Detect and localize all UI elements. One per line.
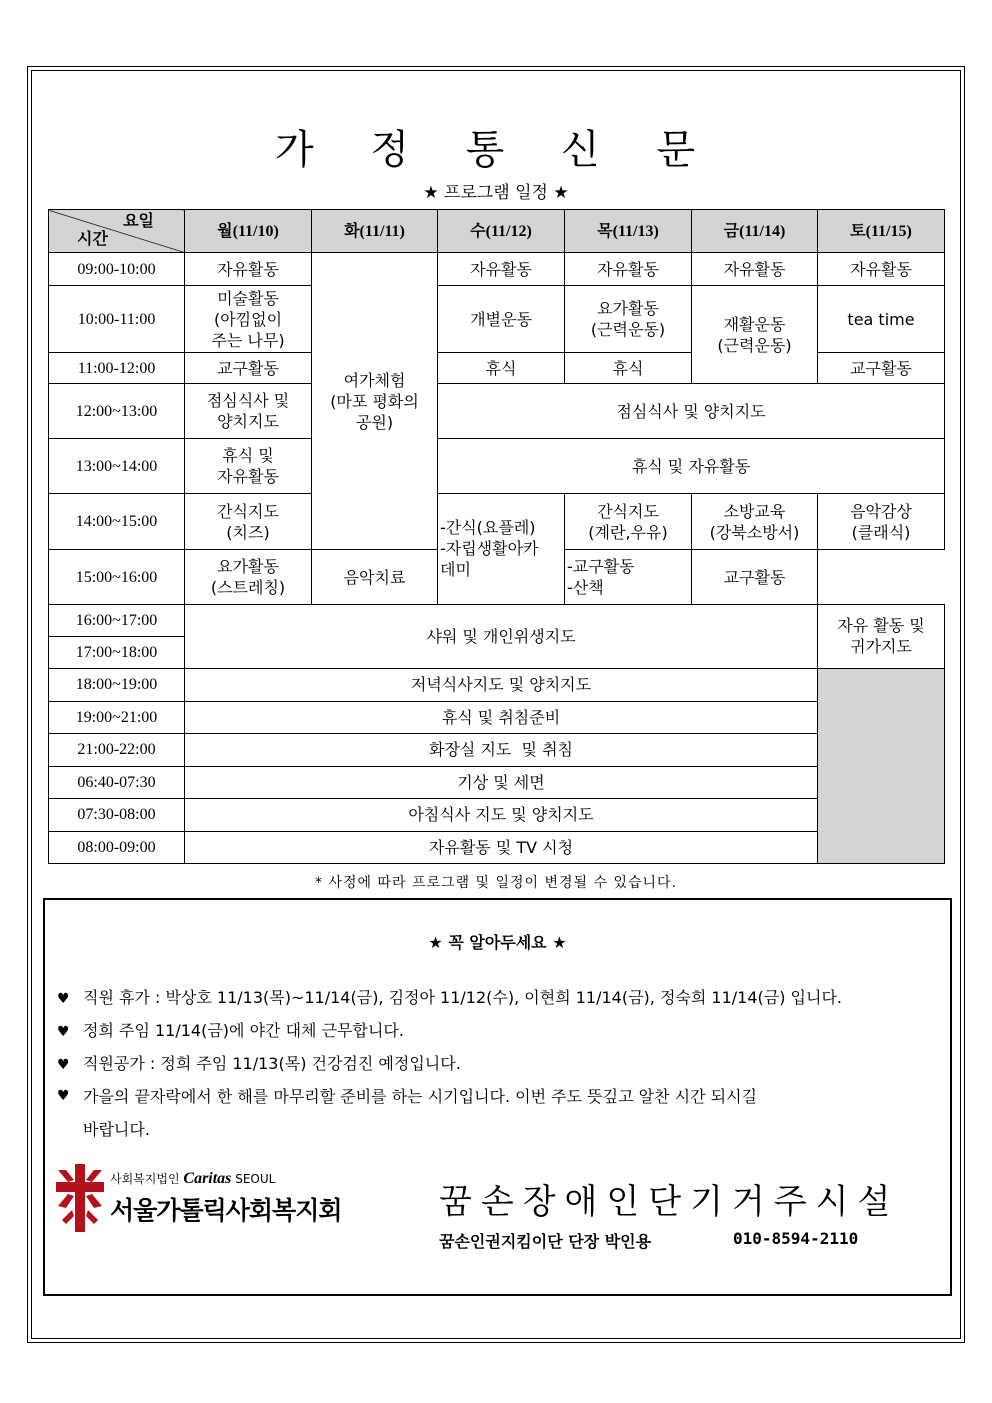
time-cell: 06:40-07:30 (49, 766, 185, 798)
schedule-cell: 휴식 및 자유활동 (185, 439, 312, 494)
schedule-cell: 음악감상 (클래식) (818, 494, 945, 550)
schedule-cell-merged: 휴식 및 취침준비 (185, 701, 818, 733)
schedule-cell-merged: 여가체험 (마포 평화의 공원) (312, 253, 438, 550)
schedule-cell-merged: 휴식 및 자유활동 (438, 439, 945, 494)
schedule-cell: 소방교육 (강북소방서) (692, 494, 818, 550)
shaded-cell (818, 668, 945, 863)
logo-name: 서울가톨릭사회복지회 (110, 1196, 342, 1225)
corner-time-label: 시간 (77, 231, 108, 249)
logo-sub-suffix: SEOUL (235, 1172, 276, 1186)
day-header: 수(11/12) (438, 210, 565, 253)
table-row (49, 384, 945, 439)
heart-icon: ♥ (57, 1024, 70, 1040)
schedule-cell: 휴식 (438, 353, 565, 384)
schedule-cell-merged: 샤워 및 개인위생지도 (185, 604, 818, 668)
heart-icon: ♥ (57, 1088, 70, 1104)
table-row (49, 831, 945, 863)
schedule-cell: 자유활동 (185, 253, 312, 286)
table-row (49, 733, 945, 766)
schedule-cell: -교구활동 -산책 (565, 550, 692, 604)
heart-icon: ♥ (57, 1057, 70, 1073)
schedule-note: * 사정에 따라 프로그램 및 일정이 변경될 수 있습니다. (314, 875, 678, 891)
schedule-cell-merged: 점심식사 및 양치지도 (438, 384, 945, 439)
table-row (49, 253, 945, 286)
table-row (49, 439, 945, 494)
schedule-subtitle: ★ 프로그램 일정 ★ (423, 183, 569, 203)
day-header: 금(11/14) (692, 210, 818, 253)
page-title: 가 정 통 신 문 (274, 127, 718, 173)
schedule-cell-merged: 저녁식사지도 및 양치지도 (185, 668, 818, 701)
schedule-cell: 교구활동 (818, 353, 945, 384)
notice-item (57, 981, 842, 1016)
corner-cell (49, 210, 185, 253)
phone-number: 010-8594-2110 (733, 1229, 859, 1248)
schedule-cell: 교구활동 (692, 550, 818, 604)
schedule-cell: 자유활동 (692, 253, 818, 286)
notice-item (57, 1080, 917, 1146)
notice-item-text: 정희 주임 11/14(금)에 야간 대체 근무합니다. (83, 1021, 404, 1040)
schedule-cell: 재활운동 (근력운동) (692, 286, 818, 384)
notice-title: ★ 꼭 알아두세요 ★ (428, 933, 567, 952)
notice-item (57, 1014, 404, 1049)
table-row (49, 604, 945, 636)
schedule-cell: 휴식 (565, 353, 692, 384)
header-row (49, 210, 945, 253)
day-header: 목(11/13) (565, 210, 692, 253)
notice-item (57, 1047, 461, 1082)
day-header: 화(11/11) (312, 210, 438, 253)
table-row (49, 286, 945, 353)
time-cell: 21:00-22:00 (49, 733, 185, 766)
schedule-cell: 요가활동 (스트레칭) (185, 550, 312, 604)
schedule-cell: 미술활동 (아낌없이 주는 나무) (185, 286, 312, 353)
time-cell: 10:00-11:00 (49, 286, 185, 353)
schedule-table (48, 209, 945, 864)
schedule-cell: 자유 활동 및 귀가지도 (818, 604, 945, 668)
notice-box (43, 898, 952, 1296)
schedule-cell: 자유활동 (438, 253, 565, 286)
caritas-cross-icon (54, 1162, 106, 1234)
day-header: 월(11/10) (185, 210, 312, 253)
time-cell: 11:00-12:00 (49, 353, 185, 384)
schedule-cell: tea time (818, 286, 945, 353)
schedule-cell: 간식지도 (계란,우유) (565, 494, 692, 550)
schedule-cell-merged: 기상 및 세면 (185, 766, 818, 798)
time-cell: 08:00-09:00 (49, 831, 185, 863)
facility-name: 꿈손장애인단기거주시설 (439, 1182, 900, 1222)
schedule-cell: 자유활동 (565, 253, 692, 286)
schedule-cell-merged: 아침식사 지도 및 양치지도 (185, 798, 818, 831)
signature: 꿈손인권지킴이단 단장 박인용 (439, 1232, 652, 1251)
schedule-cell: -간식(요플레) -자립생활아카 데미 (438, 494, 565, 604)
schedule-cell: 요가활동 (근력운동) (565, 286, 692, 353)
notice-item-text: 직원 휴가 : 박상호 11/13(목)~11/14(금), 김정아 11/12(수), 이현희 11/14(금), 정숙희 11/14(금) 입니다. (83, 988, 842, 1007)
logo-subtitle (110, 1170, 275, 1188)
notice-item-text: 가을의 끝자락에서 한 해를 마무리할 준비를 하는 시기입니다. 이번 주도 뜻깊고 알찬 시간 되시길 바랍니다. (83, 1087, 757, 1139)
table-row (49, 668, 945, 701)
logo-sub-prefix: 사회복지법인 (110, 1172, 180, 1186)
time-cell: 09:00-10:00 (49, 253, 185, 286)
schedule-cell: 음악치료 (312, 550, 438, 604)
schedule-cell-merged: 화장실 지도 및 취침 (185, 733, 818, 766)
time-cell: 17:00~18:00 (49, 636, 185, 668)
day-header: 토(11/15) (818, 210, 945, 253)
corner-day-label: 요일 (123, 213, 154, 230)
caritas-logo (54, 1162, 354, 1252)
time-cell: 12:00~13:00 (49, 384, 185, 439)
time-cell: 07:30-08:00 (49, 798, 185, 831)
time-cell: 15:00~16:00 (49, 550, 185, 604)
schedule-cell: 점심식사 및 양치지도 (185, 384, 312, 439)
heart-icon: ♥ (57, 991, 70, 1007)
schedule-cell-merged: 자유활동 및 TV 시청 (185, 831, 818, 863)
time-cell: 14:00~15:00 (49, 494, 185, 550)
table-row (49, 798, 945, 831)
table-row (49, 494, 945, 550)
time-cell: 19:00~21:00 (49, 701, 185, 733)
schedule-cell: 자유활동 (818, 253, 945, 286)
time-cell: 18:00~19:00 (49, 668, 185, 701)
logo-brand: Caritas (183, 1170, 232, 1187)
table-row (49, 766, 945, 798)
time-cell: 13:00~14:00 (49, 439, 185, 494)
schedule-cell: 개별운동 (438, 286, 565, 353)
notice-item-text: 직원공가 : 정희 주임 11/13(목) 건강검진 예정입니다. (83, 1054, 461, 1073)
time-cell: 16:00~17:00 (49, 604, 185, 636)
schedule-cell: 간식지도 (치즈) (185, 494, 312, 550)
schedule-cell: 교구활동 (185, 353, 312, 384)
table-row (49, 701, 945, 733)
